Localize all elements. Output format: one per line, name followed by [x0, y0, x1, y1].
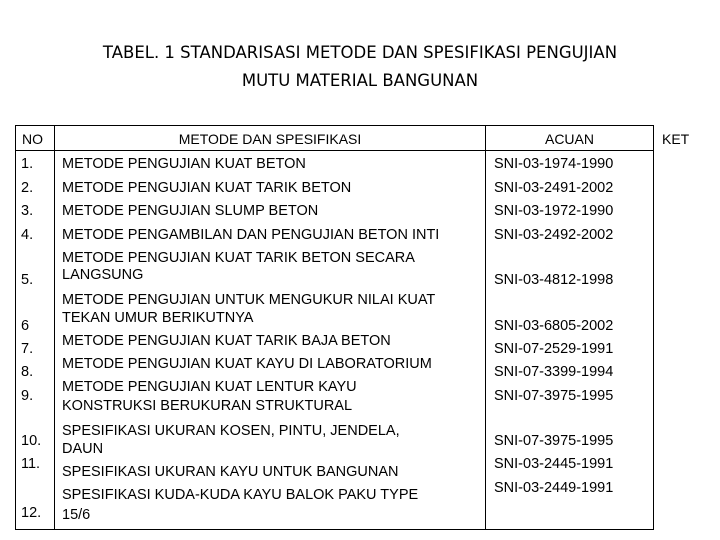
row-no: 6	[21, 318, 30, 334]
row-acuan: SNI-03-4812-1998	[494, 272, 614, 288]
row-metode-cont: KONSTRUKSI BERUKURAN STRUKTURAL	[62, 398, 353, 414]
row-metode-cont: TEKAN UMUR BERIKUTNYA	[62, 310, 254, 326]
row-acuan: SNI-03-2491-2002	[494, 180, 614, 196]
header-ket: KET	[662, 131, 690, 147]
row-metode: METODE PENGUJIAN KUAT LENTUR KAYU	[62, 379, 357, 395]
row-no: 9.	[21, 388, 34, 404]
row-no: 12.	[21, 505, 42, 521]
row-metode: SPESIFIKASI UKURAN KAYU UNTUK BANGUNAN	[62, 464, 399, 480]
table-title-line-1: TABEL. 1 STANDARISASI METODE DAN SPESIFIKASI PENGUJIAN	[102, 43, 618, 62]
row-acuan: SNI-07-2529-1991	[494, 341, 614, 357]
row-metode: METODE PENGUJIAN UNTUK MENGUKUR NILAI KUAT	[62, 292, 436, 308]
row-acuan: SNI-03-6805-2002	[494, 318, 614, 334]
row-metode-cont: DAUN	[62, 441, 104, 457]
row-acuan: SNI-03-1972-1990	[494, 203, 614, 219]
row-acuan: SNI-07-3975-1995	[494, 433, 614, 449]
row-metode: METODE PENGUJIAN SLUMP BETON	[62, 203, 319, 219]
row-no: 10.	[21, 433, 42, 449]
header-no: NO	[22, 131, 43, 147]
row-acuan: SNI-03-2492-2002	[494, 227, 614, 243]
row-no: 3.	[21, 203, 34, 219]
row-no: 4.	[21, 227, 34, 243]
row-metode: METODE PENGUJIAN KUAT TARIK BETON	[62, 180, 352, 196]
row-acuan: SNI-03-2445-1991	[494, 456, 614, 472]
row-acuan: SNI-07-3399-1994	[494, 364, 614, 380]
row-acuan: SNI-03-1974-1990	[494, 156, 614, 172]
row-metode: METODE PENGUJIAN KUAT BETON	[62, 156, 306, 172]
row-no: 11.	[21, 456, 41, 472]
row-metode: METODE PENGAMBILAN DAN PENGUJIAN BETON INTI	[62, 227, 440, 243]
row-no: 1.	[21, 156, 34, 172]
row-metode-cont: 15/6	[62, 507, 91, 523]
row-acuan: SNI-03-2449-1991	[494, 480, 614, 496]
row-acuan: SNI-07-3975-1995	[494, 388, 614, 404]
row-no: 2.	[21, 180, 34, 196]
header-acuan: ACUAN	[544, 131, 594, 147]
header-metode: METODE DAN SPESIFIKASI	[178, 131, 362, 147]
row-metode: SPESIFIKASI UKURAN KOSEN, PINTU, JENDELA,	[62, 423, 400, 439]
row-no: 5.	[21, 272, 34, 288]
row-no: 7.	[21, 341, 34, 357]
table-title-line-2: MUTU MATERIAL BANGUNAN	[241, 71, 479, 90]
row-metode: SPESIFIKASI KUDA-KUDA KAYU BALOK PAKU TYPE	[62, 487, 419, 503]
row-metode: METODE PENGUJIAN KUAT TARIK BAJA BETON	[62, 333, 391, 349]
row-no: 8.	[21, 364, 34, 380]
row-metode: METODE PENGUJIAN KUAT KAYU DI LABORATORIUM	[62, 356, 432, 372]
row-metode: METODE PENGUJIAN KUAT TARIK BETON SECARA	[62, 250, 415, 266]
row-metode-cont: LANGSUNG	[62, 267, 144, 283]
